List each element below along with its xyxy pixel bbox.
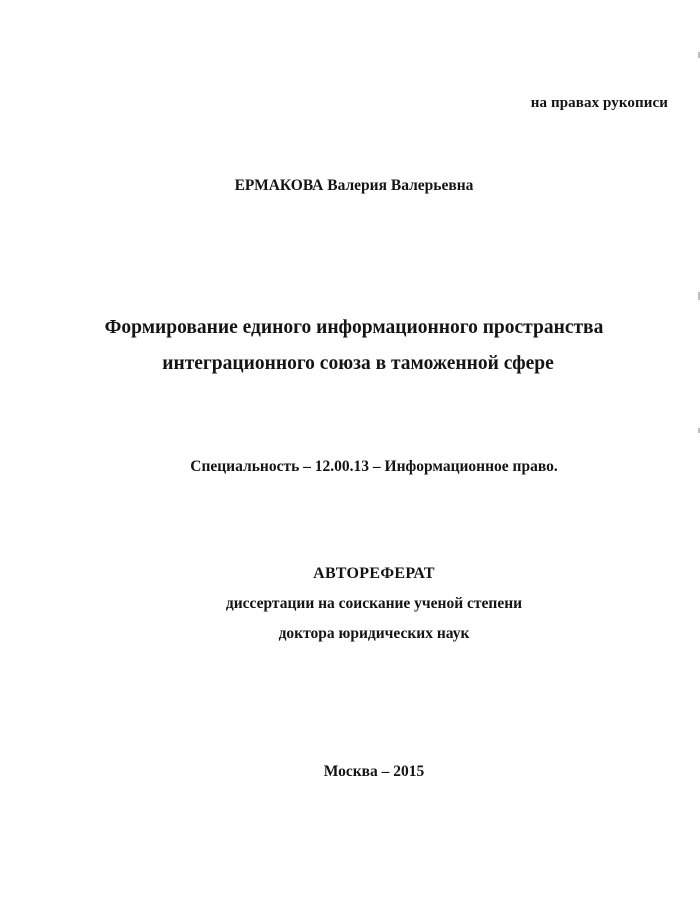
- specialty-line: Специальность – 12.00.13 – Информационное право.: [190, 458, 558, 475]
- city-year: Москва – 2015: [323, 763, 425, 780]
- degree-description-line-1: диссертации на соискание ученой степени: [225, 595, 523, 612]
- author-name: ЕРМАКОВА Валерия Валерьевна: [234, 177, 474, 194]
- title-line-2: интеграционного союза в таможенной сфере: [162, 353, 554, 374]
- degree-description-line-2: доктора юридических наук: [278, 625, 470, 642]
- title-line-1: Формирование единого информационного пространства: [104, 317, 604, 338]
- document-type-heading: АВТОРЕФЕРАТ: [313, 565, 435, 582]
- manuscript-rights-note: на правах рукописи: [530, 95, 668, 111]
